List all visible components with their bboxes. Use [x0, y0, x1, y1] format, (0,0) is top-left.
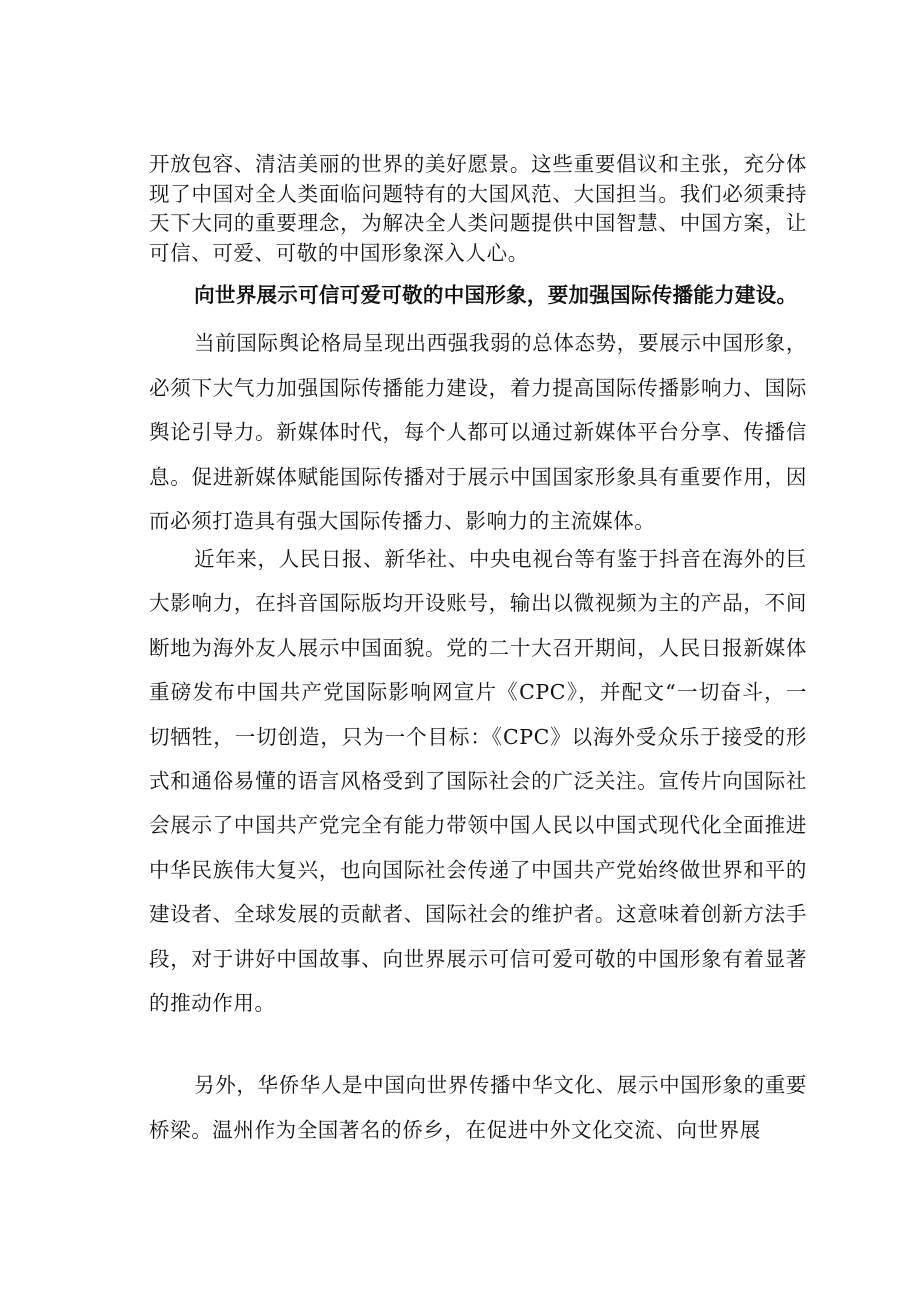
paragraph-international-communication: 当前国际舆论格局呈现出西强我弱的总体态势，要展示中国形象，必须下大气力加强国际传播能力建设，着力提高国际传播影响力、国际舆论引导力。新媒体时代，每个人都可以通过新媒体平台分享、传播信息。促进新媒体赋能国际传播对于展示中国国家形象具有重要作用，因而必须打造具有强大国际传播力、影响力的主流媒体。 [149, 331, 807, 533]
paragraph-overseas-chinese: 另外，华侨华人是中国向世界传播中华文化、展示中国形象的重要桥梁。温州作为全国著名的侨乡，在促进中外文化交流、向世界展 [149, 1073, 807, 1142]
paragraph-media-examples: 近年来，人民日报、新华社、中央电视台等有鉴于抖音在海外的巨大影响力，在抖音国际版均开设账号，输出以微视频为主的产品，不间断地为海外友人展示中国面貌。党的二十大召开期间，人民日报新媒体重磅发布中国共产党国际影响网宣片《CPC》，并配文“一切奋斗，一切牺牲，一切创造，只为一个目标：《CPC》以海外受众乐于接受的形式和通俗易懂的语言风格受到了国际社会的广泛关注。宣传片向国际社会展示了中国共产党完全有能力带领中国人民以中国式现代化全面推进中华民族伟大复兴，也向国际社会传递了中国共产党始终做世界和平的建设者、全球发展的贡献者、国际社会的维护者。这意味着创新方法手段，对于讲好中国故事、向世界展示可信可爱可敬的中国形象有着显著的推动作用。 [149, 547, 807, 1016]
paragraph-continuation: 开放包容、清洁美丽的世界的美好愿景。这些重要倡议和主张，充分体现了中国对全人类面临问题特有的大国风范、大国担当。我们必须秉持天下大同的重要理念，为解决全人类问题提供中国智慧、中国方案，让可信、可爱、可敬的中国形象深入人心。 [149, 152, 807, 265]
section-heading: 向世界展示可信可爱可敬的中国形象，要加强国际传播能力建设。 [194, 283, 798, 307]
